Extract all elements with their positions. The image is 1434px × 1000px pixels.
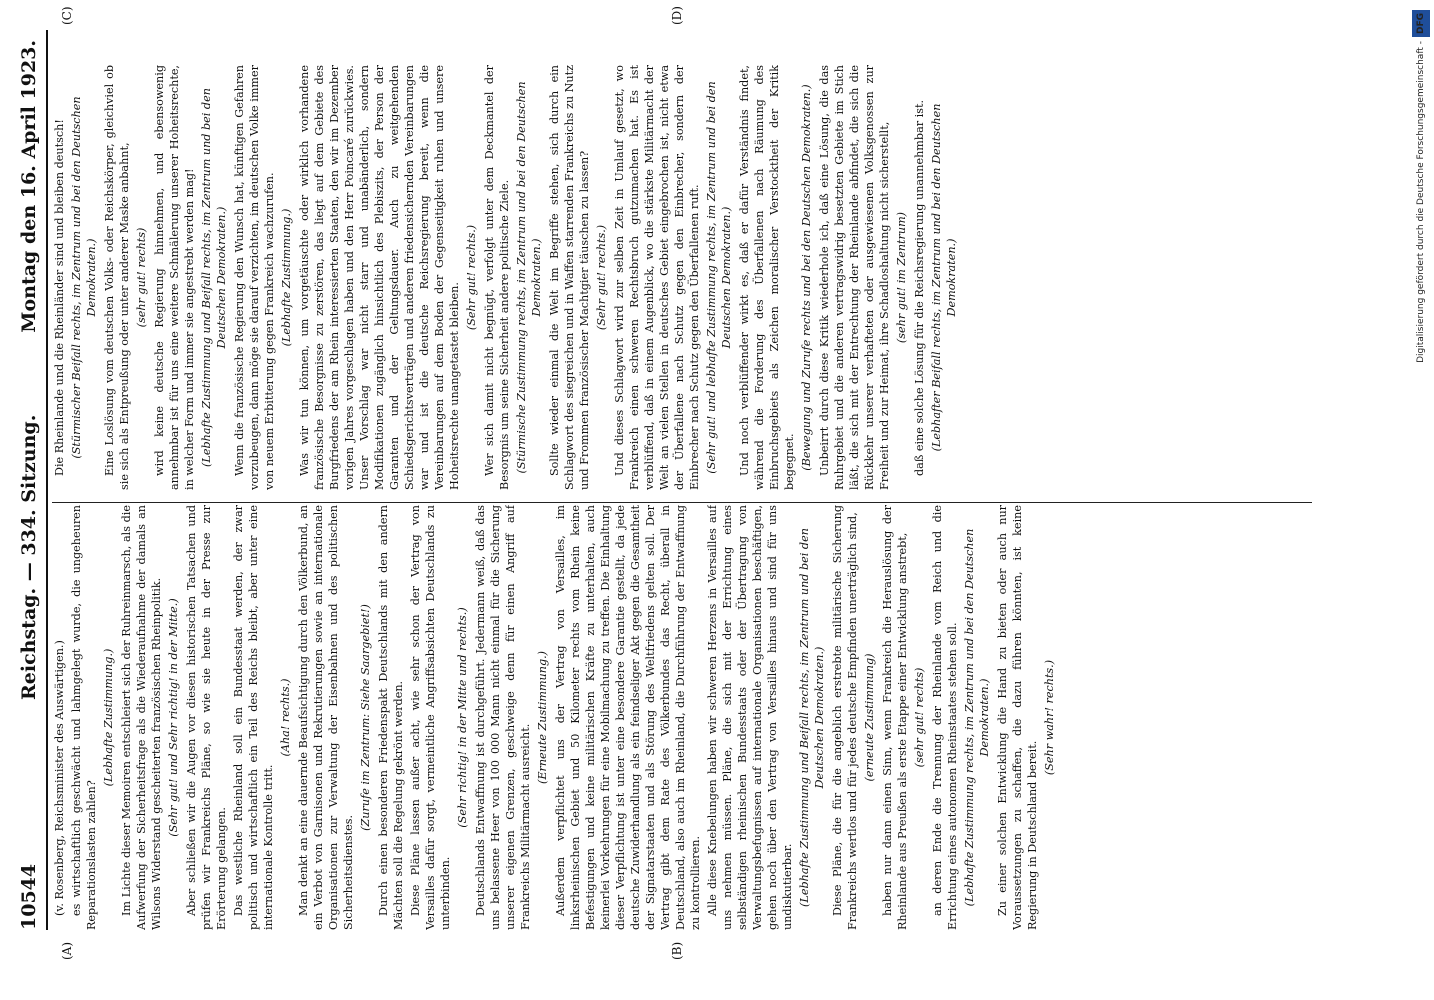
paragraph: Sollte wieder einmal die Welt im Begriffe stehen, sich durch ein Schlagwort des siegreichen und in Waffen starrenden Frankreichs zu Nutz und Frommen französischer Machtgier täuschen zu lassen? xyxy=(548,65,591,490)
session-date: Montag den 16. April 1923. xyxy=(18,40,40,333)
paragraph: Aber schließen wir die Augen vor diesen historischen Tatsachen und prüfen wir Frankreichs Pläne, so wie sie heute in der Presse zur Erörterung gelangen. xyxy=(185,505,228,930)
interjection: (Erneute Zustimmung.) xyxy=(536,650,549,785)
interjection: (Lebhafte Zustimmung.) xyxy=(280,208,293,347)
paragraph: haben nur dann einen Sinn, wenn Frankreich die Herauslösung der Rheinlande aus Preußen als erste Etappe einer Entwicklung anstrebt, xyxy=(881,505,909,930)
paragraph: Wenn die französische Regierung den Wunsch hat, künftigen Gefahren vorzubeugen, dann möge sie darauf verzichten, im deutschen Volke immer von neuem Erbitterung gegen Frankreich wachzurufen. xyxy=(233,65,276,490)
paragraph: Man denkt an eine dauernde Beaufsichtigung durch den Völkerbund, an ein Verbot von Garnisonen und Rekrutierungen sowie an internationale Organisationen zur Verwaltung der Eisenbahnen und des politischen Sicherheitsdienstes. xyxy=(297,505,355,930)
interjection: (sehr gut! rechts) xyxy=(135,227,148,328)
interjection: (Stürmischer Beifall rechts, im Zentrum und bei den Deutschen Demokraten.) xyxy=(70,96,98,459)
margin-marker-a: (A) xyxy=(60,941,74,960)
paragraph: Und dieses Schlagwort wird zur selben Zeit in Umlauf gesetzt, wo Frankreich einen schweren Rechtsbruch gutzumachen hat. Es ist verblüffend, daß in einem Augenblick, wo die stärkste Militärmacht der Welt an vielen Stellen in deutsches Gebiet eingebrochen ist, nicht etwa der Überfallene nach Schutz gegen den Einbrecher, sondern der Einbrecher nach Schutz gegen den Überfallenen ruft. xyxy=(613,65,701,490)
dfg-logo: DFG xyxy=(1412,10,1430,37)
paragraph: Was wir tun können, um vorgetäuschte oder wirklich vorhandene französische Besorgnisse zu zerstören, das liegt auf dem Gebiete des Burgfriedens der am Rhein interessierten Staaten, den wir im Dezember vorigen Jahres vorgeschlagen haben und den Herr Poincaré zurückwies. Unser Vorschlag war nicht starr und unabänderlich, sondern Modifikationen zugänglich hinsichtlich des Plebiszits, der Person der Garanten und der Geltungsdauer. Auch zu weitgehenden Schiedsgerichtsverträgen und anderen friedensichernden Vereinbarungen war und ist die deutsche Reichsregierung bereit, wenn die Vereinbarungen auf dem Boden der Gegenseitigkeit ruhen und unsere Hoheitsrechte unangetastet bleiben. xyxy=(298,65,461,490)
interjection: (Sehr gut! rechts.) xyxy=(595,224,608,331)
digitization-sidenote xyxy=(1412,10,1430,990)
interjection: (Lebhafte Zustimmung und Beifall rechts, im Zentrum und bei den Deutschen Demokraten.) xyxy=(200,88,228,467)
interjection: (Sehr richtig! in der Mitte und rechts.) xyxy=(456,607,469,828)
paragraph: daß eine solche Lösung für die Reichsregierung unannehmbar ist. xyxy=(913,99,926,476)
paragraph: Wer sich damit nicht begnügt, verfolgt unter dem Deckmantel der Besorgnis um seine Sicherheit andere politische Ziele. xyxy=(483,65,511,490)
interjection: (sehr gut! im Zentrum) xyxy=(895,211,908,344)
margin-marker-c: (C) xyxy=(60,6,74,25)
paragraph: Im Lichte dieser Memoiren entschleiert sich der Ruhreinmarsch, als die Aufwerfung der Sicherheitsfrage als die Wiederaufnahme der damals an Wilsons Widerstand gescheiterten französischen Rheinpolitik. xyxy=(120,505,163,930)
paragraph: Alle diese Knebelungen haben wir schweren Herzens in Versailles auf uns nehmen müssen. Pläne, die sich mit der Errichtung eines selbständigen rheinischen Bundesstaats oder der Übertragung von Verwaltungsbefugnissen auf internationale Organisationen beschäftigen, gehen noch über den Vertrag von Versailles hinaus und sind für uns undiskutierbar. xyxy=(706,505,794,930)
column-divider xyxy=(52,502,1312,503)
interjection: (Aha! rechts.) xyxy=(279,678,292,757)
paragraph: Das westliche Rheinland soll ein Bundesstaat werden, der zwar politisch und wirtschaftlich ein Teil des Reichs bleibt, aber unter eine internationale Kontrolle tritt. xyxy=(232,505,275,930)
interjection: (Bewegung und Zurufe rechts und bei den Deutschen Demokraten.) xyxy=(800,84,813,471)
interjection: (Zurufe im Zentrum: Siehe Saargebiet!) xyxy=(359,604,372,831)
paragraph: an deren Ende die Trennung der Rheinlande vom Reich und die Errichtung eines autonomen Rheinstaates stehen soll. xyxy=(931,505,959,930)
page-header xyxy=(18,30,48,930)
interjection: (Lebhafte Zustimmung rechts, im Zentrum und bei den Deutschen Demokraten.) xyxy=(963,528,991,907)
paragraph: Die Rheinlande und die Rheinländer sind und bleiben deutsch! xyxy=(53,119,66,476)
interjection: (Lebhafter Beifall rechts, im Zentrum und bei den Deutschen Demokraten.) xyxy=(930,103,958,452)
interjection: (Sehr gut! und lebhafte Zustimmung rechts, im Zentrum und bei den Deutschen Demokraten.) xyxy=(705,81,733,474)
sidenote-text: Digitalisierung gefördert durch die Deutsche Forschungsgemeinschaft - xyxy=(1416,41,1426,363)
paragraph: Und noch verblüffender wirkt es, daß er dafür Verständnis findet, während die Forderung des Überfallenen nach Räumung des Einbruchsgebiets als Zeichen moralischer Verstocktheit der Kritik begegnet. xyxy=(738,65,796,490)
paragraph: Diese Pläne lassen außer acht, wie sehr schon der Vertrag von Versailles dafür sorgt, vermeintliche Angriffsabsichten Deutschlands zu unterbinden. xyxy=(409,505,452,930)
paragraph: Unbeirrt durch diese Kritik wiederhole ich, daß eine Lösung, die das Ruhrgebiet und die anderen vertragswidrig besetzten Gebiete im Stich läßt, die sich mit der Entrechtung der Rheinlande abfindet, die sich die Rückkehr unserer verhafteten oder ausgewiesenen Volksgenossen zur Freiheit und zur Heimat, ihre Schadloshaltung nicht sicherstellt, xyxy=(818,65,891,490)
paragraph: Außerdem verpflichtet uns der Vertrag von Versailles, im linksrheinischen Gebiet und 50 Kilometer rechts vom Rhein keine Befestigungen und keine militärischen Kräfte zu unterhalten, auch keinerlei Vorkehrungen für eine Mobilmachung zu treffen. Die Einhaltung dieser Verpflichtung ist unter eine besondere Garantie gestellt, da jede deutsche Zuwiderhandlung als ein feindseliger Akt gegen die Gesamtheit der Signatarstaaten und als Störung des Weltfriedens gelten soll. Der Vertrag gibt dem Rate des Völkerbundes das Recht, überall in Deutschland, also auch im Rheinland, die Durchführung der Entwaffnung zu kontrollieren. xyxy=(554,505,702,930)
paragraph: Eine Loslösung vom deutschen Volks- oder Reichskörper, gleichviel ob sie sich als Entpreußung oder unter anderer Maske anbahnt, xyxy=(103,65,131,490)
paragraph: Durch einen besonderen Friedenspakt Deutschlands mit den andern Mächten soll die Regelung gekrönt werden. xyxy=(377,505,405,930)
paragraph: Diese Pläne, die für die angeblich erstrebte militärische Sicherung Frankreichs wertlos und für jedes deutsche Empfinden unerträglich sind, xyxy=(831,505,859,930)
sidenote-line xyxy=(1412,10,1430,990)
interjection: (Sehr gut! rechts.) xyxy=(465,224,478,331)
margin-marker-d: (D) xyxy=(670,6,684,25)
paragraph: (v. Rosenberg, Reichsminister des Auswärtigen.) xyxy=(53,640,66,916)
page-number: 10544 xyxy=(18,863,40,930)
paragraph: Zu einer solchen Entwicklung die Hand zu bieten oder auch nur Voraussetzungen zu schaffen, die dazu führen könnten, ist keine Regierung in Deutschland bereit. xyxy=(996,505,1039,930)
interjection: (Lebhafte Zustimmung und Beifall rechts, im Zentrum und bei den Deutschen Demokraten.) xyxy=(798,528,826,907)
paragraph: wird keine deutsche Regierung hinnehmen, und ebensowenig annehmbar ist für uns eine weitere Schmälerung unserer Hoheitsrechte, in welcher Form und immer sie angestrebt werden mag! xyxy=(153,65,196,490)
interjection: (Sehr gut! und Sehr richtig! in der Mitte.) xyxy=(167,598,180,837)
margin-marker-b: (B) xyxy=(670,941,684,960)
paragraph: Deutschlands Entwaffnung ist durchgeführt. Jedermann weiß, daß das uns belassene Heer von 100 000 Mann nicht einmal für die Sicherung unserer eigenen Grenzen, geschweige denn für einen Angriff auf Frankreichs Militärmacht ausreicht. xyxy=(474,505,532,930)
left-text-column xyxy=(52,505,1312,930)
session-title: Reichstag. — 334. Sitzung. xyxy=(18,414,40,700)
interjection: (sehr gut! rechts) xyxy=(913,667,926,768)
interjection: (erneute Zustimmung) xyxy=(863,653,876,782)
interjection: (Stürmische Zustimmung rechts, im Zentrum und bei den Deutschen Demokraten.) xyxy=(515,81,543,474)
paragraph: es wirtschaftlich geschwächt und lahmgelegt wurde, die ungeheuren Reparationslasten zahlen? xyxy=(70,505,98,930)
right-text-column xyxy=(52,65,1312,490)
interjection: (Sehr wahr! rechts.) xyxy=(1043,659,1056,776)
interjection: (Lebhafte Zustimmung.) xyxy=(102,648,115,787)
